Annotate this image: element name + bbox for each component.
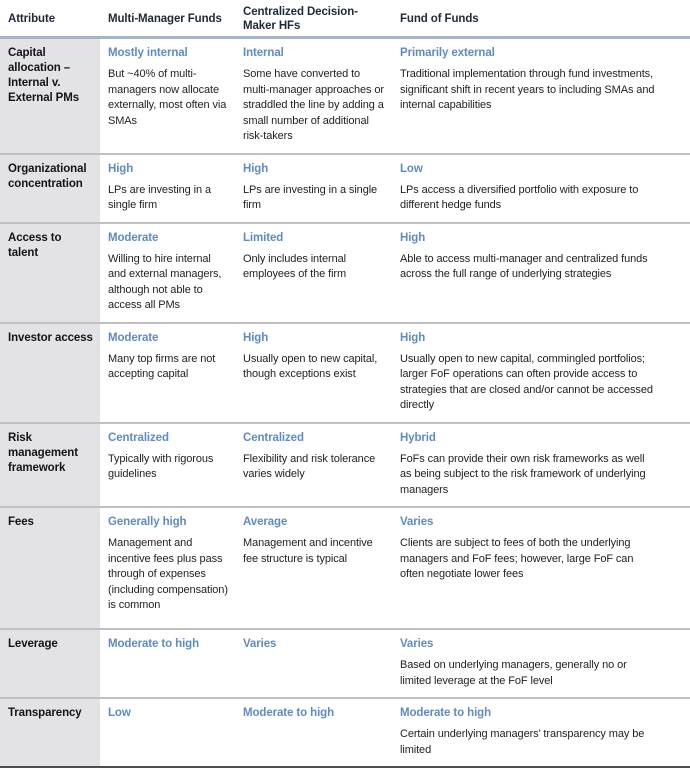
value-cell [392,630,690,697]
cell-description: LPs access a diversified portfolio with exposure to different hedge funds [400,183,639,211]
value-cell [392,324,690,422]
table-row [0,424,690,509]
cell-description: Typically with rigorous guidelines [108,452,214,480]
cell-description: Clients are subject to fees of both the underlying managers and FoF fees; however, large FoF can often negotiate lower fees [400,537,634,580]
cell-keyword: High [400,231,426,244]
column-header-attribute [0,12,100,26]
table-row [0,699,690,766]
value-cell [235,424,392,507]
value-cell [392,224,690,322]
cell-description: Usually open to new capital, commingled portfolios; larger FoF operations can often provide access to strategies that are closed and/or cannot be accessed directly [400,352,653,411]
cell-keyword: Low [400,162,423,175]
cell-description: Based on underlying managers, generally no or limited leverage at the FoF level [400,659,627,687]
cell-description: Willing to hire internal and external managers, although not able to access all PMs [108,252,222,311]
cell-description: LPs are investing in a single firm [108,183,211,211]
column-header-label: Centralized Decision-Maker HFs [243,5,358,32]
value-cell [392,39,690,153]
cell-description: Management and incentive fee structure is typical [243,537,373,565]
value-cell [100,630,235,697]
value-cell [100,699,235,766]
value-cell [100,508,235,628]
attribute-label: Access to talent [8,231,62,259]
table-row [0,39,690,155]
cell-keyword: High [243,162,269,175]
cell-description: Some have converted to multi-manager approaches or straddled the line by adding a small number of additional risk-takers [243,68,384,142]
cell-keyword: Moderate [108,231,159,244]
value-cell [100,224,235,322]
cell-keyword: Limited [243,231,284,244]
attribute-cell [0,324,100,422]
cell-keyword: Moderate to high [243,707,335,719]
cell-description: Many top firms are not accepting capital [108,352,216,380]
cell-description: Only includes internal employees of the firm [243,252,347,280]
attribute-label: Organizational concentration [8,162,87,190]
column-header-fund-of-funds [392,12,690,26]
attribute-label: Risk management framework [8,431,78,474]
cell-keyword: High [243,331,269,344]
cell-keyword: Varies [400,638,434,650]
cell-keyword: Hybrid [400,431,436,444]
attribute-cell [0,508,100,628]
table-row [0,508,690,630]
column-header-centralized-decision-maker-hfs [235,5,392,33]
value-cell [392,508,690,628]
cell-keyword: Moderate to high [400,707,492,719]
column-header-label: Multi-Manager Funds [108,12,222,25]
value-cell [100,424,235,507]
cell-keyword: Mostly internal [108,47,188,59]
value-cell [235,155,392,222]
attribute-label: Transparency [8,707,82,719]
cell-keyword: Internal [243,47,284,59]
column-header-label: Attribute [8,12,56,25]
value-cell [100,39,235,153]
value-cell [392,424,690,507]
table-body [0,39,690,768]
column-header-multi-manager-funds [100,12,235,26]
cell-keyword: High [400,331,426,344]
cell-keyword: High [108,162,134,175]
value-cell [235,324,392,422]
table-row [0,224,690,324]
table-row [0,324,690,424]
cell-keyword: Moderate to high [108,638,200,650]
attribute-cell [0,155,100,222]
cell-description: Traditional implementation through fund investments, significant shift in recent years to including SMAs and internal capabilities [400,68,655,111]
table-row [0,630,690,699]
value-cell [392,699,690,766]
value-cell [100,324,235,422]
cell-description: Able to access multi-manager and centralized funds across the full range of underlying strategies [400,252,648,280]
table-row [0,155,690,224]
attribute-label: Leverage [8,638,58,650]
attribute-label: Fees [8,516,34,528]
attribute-cell [0,224,100,322]
value-cell [392,155,690,222]
cell-keyword: Low [108,707,131,719]
value-cell [235,224,392,322]
column-header-label: Fund of Funds [400,12,479,25]
value-cell [235,508,392,628]
cell-keyword: Generally high [108,516,187,528]
attribute-cell [0,699,100,766]
attribute-cell [0,424,100,507]
value-cell [235,39,392,153]
cell-description: FoFs can provide their own risk frameworks as well as being subject to the risk framework of underlying managers [400,452,646,496]
cell-keyword: Centralized [243,431,304,444]
cell-description: But ~40% of multi-managers now allocate externally, most often via SMAs [108,68,227,127]
cell-keyword: Moderate [108,331,159,344]
cell-keyword: Centralized [108,431,169,444]
cell-keyword: Varies [400,516,434,528]
attribute-cell [0,630,100,697]
cell-description: Usually open to new capital, though exceptions exist [243,352,378,380]
attribute-label: Capital allocation – Internal v. External PMs [8,47,80,104]
cell-keyword: Average [243,516,288,528]
cell-description: LPs are investing in a single firm [243,183,378,211]
cell-description: Flexibility and risk tolerance varies widely [243,452,376,480]
value-cell [235,699,392,766]
cell-description: Management and incentive fees plus pass through of expenses (including compensation) is common [108,537,228,611]
table-header [0,2,690,39]
value-cell [235,630,392,697]
cell-description: Certain underlying managers’ transparency may be limited [400,728,645,756]
value-cell [100,155,235,222]
cell-keyword: Varies [243,638,277,650]
attribute-cell [0,39,100,153]
attribute-label: Investor access [8,331,93,344]
cell-keyword: Primarily external [400,47,495,59]
